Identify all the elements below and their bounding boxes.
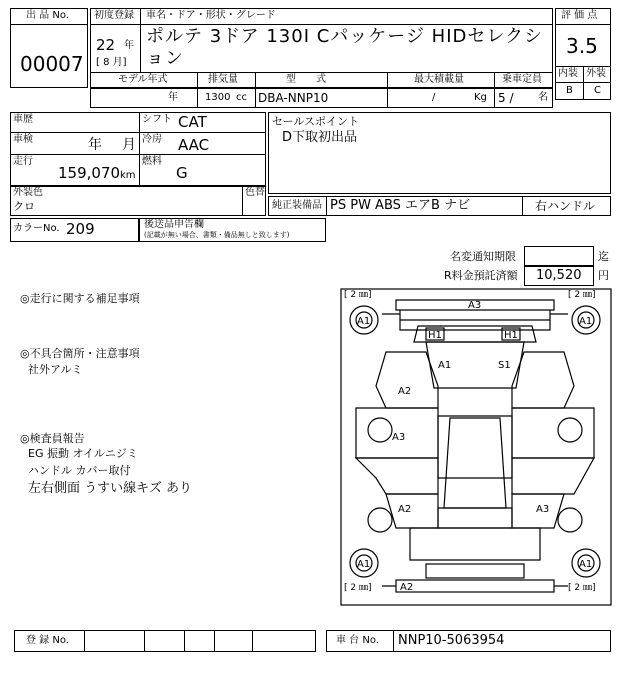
car-damage-diagram xyxy=(340,288,612,606)
score-value: 3.5 xyxy=(566,34,598,58)
max-load-value: / xyxy=(432,92,436,103)
defects-line-1: 社外アルミ xyxy=(28,363,83,376)
mark-rear-bumper: A2 xyxy=(400,582,414,593)
capacity-value: 5 / xyxy=(498,91,514,105)
registration-year: 22 xyxy=(96,36,116,54)
fuel-value: G xyxy=(176,164,188,182)
ac-label: 冷房 xyxy=(142,134,162,145)
chassis-number-value: NNP10-5063954 xyxy=(398,633,505,648)
post-declaration-label: 後送品申告欄 xyxy=(144,219,204,230)
car-title-label: 車名・ドア・形状・グレード xyxy=(146,10,276,21)
model-year-label: モデル年式 xyxy=(118,74,168,85)
exterior-color-value: クロ xyxy=(13,200,35,213)
lot-number-label: 出 品 No. xyxy=(26,10,69,21)
shift-label: シフト xyxy=(142,114,172,125)
mark-roof-front-right: S1 xyxy=(498,360,511,371)
fuel-label: 燃料 xyxy=(142,156,162,167)
type-value: DBA-NNP10 xyxy=(258,91,329,105)
tire-tread-front-right: [ 2 ㎜] xyxy=(568,290,596,300)
inspection-year: 年 xyxy=(88,137,102,153)
diagram-frame xyxy=(341,289,611,605)
inspection-label: 車検 xyxy=(13,134,33,145)
displacement-label: 排気量 xyxy=(208,74,238,85)
max-load-label: 最大積載量 xyxy=(414,74,464,85)
registration-deadline-label: 名変通知期限 xyxy=(450,250,516,263)
ac-value: AAC xyxy=(178,136,210,154)
driving-remarks-title: ◎走行に関する補足事項 xyxy=(20,292,140,305)
car-title: ポルテ 3ドア 130I Cパッケージ HIDセレクション xyxy=(146,26,544,69)
equipment-value: PS PW ABS エアB ナビ xyxy=(330,198,471,213)
registration-deadline-field xyxy=(524,246,594,266)
mark-front-right-wheel: A1 xyxy=(579,316,593,327)
registration-year-unit: 年 xyxy=(124,40,134,51)
sales-point-label: セールスポイント xyxy=(272,115,360,128)
max-load-unit: Kg xyxy=(474,92,487,103)
inspector-line-3: 左右側面 うすい線キズ あり xyxy=(28,481,193,496)
mark-rear-right-wheel: A1 xyxy=(579,559,593,570)
mark-right-rear-door: A3 xyxy=(536,504,550,515)
color-number-label: カラーNo. xyxy=(13,223,60,234)
sales-point-value: D下取初出品 xyxy=(282,130,358,145)
shift-value: CAT xyxy=(178,113,207,131)
recycle-value: 10,520 xyxy=(536,268,582,283)
displacement-unit: cc xyxy=(236,92,247,103)
details-box xyxy=(10,112,266,186)
mark-front-bumper: A3 xyxy=(468,300,482,311)
color-box xyxy=(10,186,266,216)
tire-tread-rear-right: [ 2 ㎜] xyxy=(568,583,596,593)
inspector-title: ◎検査員報告 xyxy=(20,432,85,445)
inspection-month: 月 xyxy=(122,137,136,153)
mark-hood-right: H1 xyxy=(504,330,518,341)
tire-tread-rear-left: [ 2 ㎜] xyxy=(344,583,372,593)
recycle-unit: 円 xyxy=(598,269,609,282)
type-label: 型 式 xyxy=(286,74,326,85)
steering-value: 右ハンドル xyxy=(535,199,596,213)
capacity-unit: 名 xyxy=(538,92,548,103)
history-label: 車歴 xyxy=(13,114,33,125)
exterior-grade: C xyxy=(594,85,601,96)
recolor-label: 色替 xyxy=(245,187,265,198)
mark-left-front-fender: A2 xyxy=(398,386,412,397)
inspector-line-1: EG 振動 オイルニジミ xyxy=(28,447,138,460)
defects-title: ◎不具合箇所・注意事項 xyxy=(20,347,140,360)
equipment-label: 純正装備品 xyxy=(272,200,322,211)
mileage-value: 159,070 xyxy=(58,164,121,182)
recycle-label: R料金預託済額 xyxy=(444,269,518,282)
score-label: 評 価 点 xyxy=(561,10,598,21)
displacement-value: 1300 xyxy=(205,92,231,103)
mark-front-left-wheel: A1 xyxy=(357,316,371,327)
interior-label: 内装 xyxy=(558,68,578,79)
exterior-color-label: 外装色 xyxy=(13,187,43,198)
mileage-label: 走行 xyxy=(13,156,33,167)
chassis-number-label: 車 台 No. xyxy=(336,635,379,646)
mark-left-rear-door: A2 xyxy=(398,504,412,515)
model-year-unit: 年 xyxy=(168,92,178,103)
mark-left-front-door: A3 xyxy=(392,432,406,443)
registration-deadline-unit: 迄 xyxy=(598,250,609,263)
mark-hood-left: H1 xyxy=(428,330,442,341)
mileage-unit: km xyxy=(120,170,136,181)
mark-rear-left-wheel: A1 xyxy=(357,559,371,570)
interior-grade: B xyxy=(566,85,573,96)
first-registration-label: 初度登録 xyxy=(94,10,134,21)
post-declaration-note: (記載が無い場合、書類・備品無しと致します) xyxy=(144,231,290,239)
inspector-line-2: ハンドル カバー取付 xyxy=(28,464,131,477)
registration-number-label: 登 録 No. xyxy=(26,635,69,646)
registration-month: [ 8 月] xyxy=(96,57,127,68)
exterior-label: 外装 xyxy=(586,68,606,79)
lot-number-value: 00007 xyxy=(20,52,84,76)
tire-tread-front-left: [ 2 ㎜] xyxy=(344,290,372,300)
color-number-value: 209 xyxy=(66,220,95,238)
capacity-label: 乗車定員 xyxy=(502,74,542,85)
mark-roof-front-left: A1 xyxy=(438,360,452,371)
